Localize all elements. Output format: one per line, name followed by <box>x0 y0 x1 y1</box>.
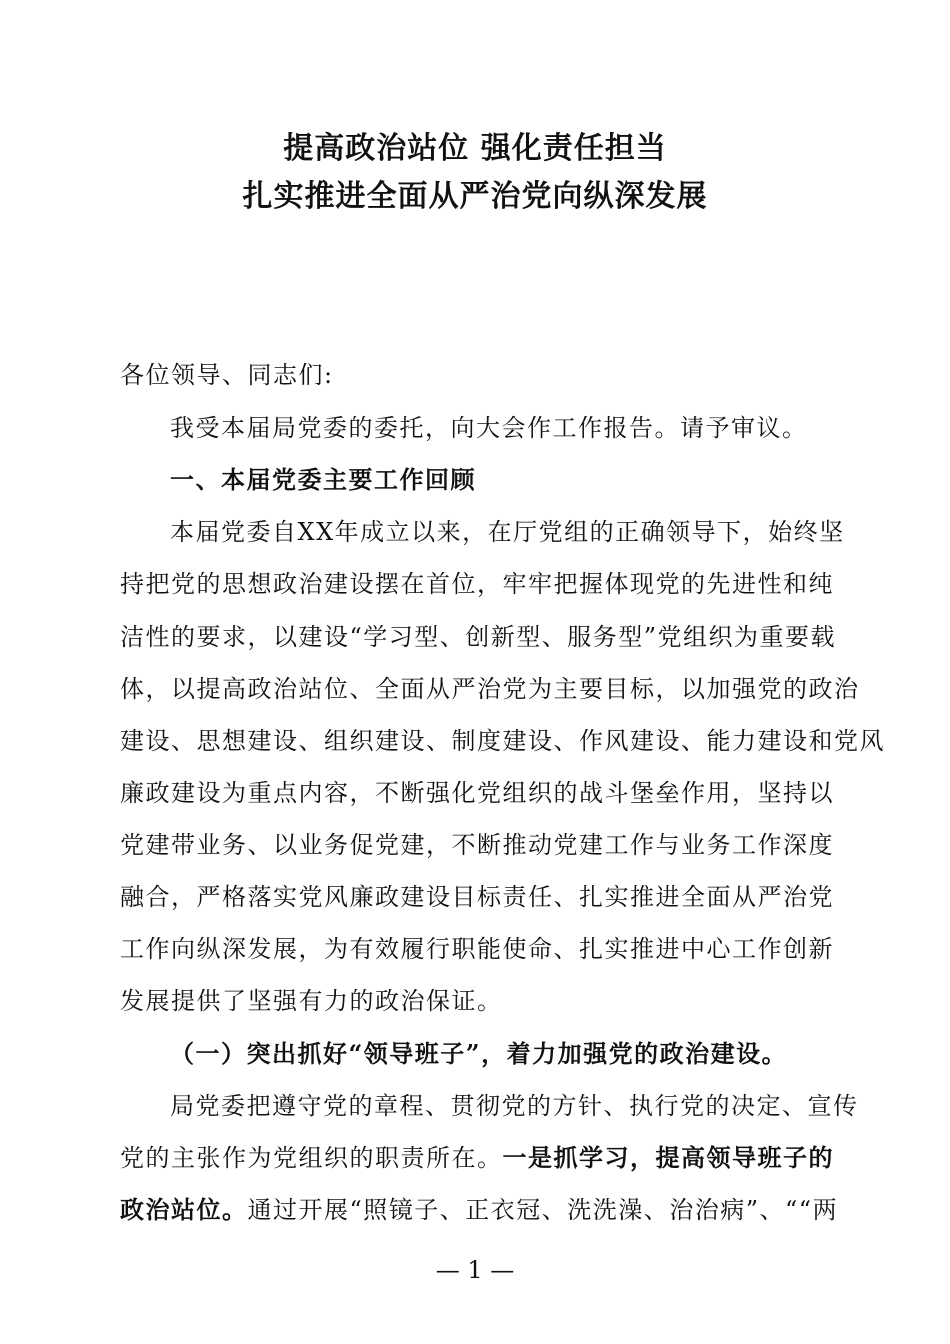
salutation: 各位领导、同志们: <box>120 361 334 389</box>
paragraph-line: 持把党的思想政治建设摆在首位，牢牢把握体现党的先进性和纯 <box>120 570 834 598</box>
emphasis-text: 政治站位。 <box>120 1195 248 1224</box>
paragraph-line: 廉政建设为重点内容，不断强化党组织的战斗堡垒作用，坚持以 <box>120 779 834 807</box>
paragraph-line <box>120 1138 834 1173</box>
paragraph-line <box>120 1190 838 1225</box>
paragraph-text: 党的主张作为党组织的职责所在。 <box>120 1144 503 1172</box>
paragraph-line: 发展提供了坚强有力的政治保证。 <box>120 987 503 1015</box>
paragraph-line: 洁性的要求，以建设“学习型、创新型、服务型”党组织为重要载 <box>120 623 837 651</box>
paragraph-line: 工作向纵深发展，为有效履行职能使命、扎实推进中心工作创新 <box>120 935 834 963</box>
intro-paragraph: 我受本届局党委的委托，向大会作工作报告。请予审议。 <box>170 414 808 442</box>
paragraph-line: 局党委把遵守党的章程、贯彻党的方针、执行党的决定、宣传 <box>170 1092 859 1120</box>
section-heading: 一、本届党委主要工作回顾 <box>170 465 476 494</box>
paragraph-line: 党建带业务、以业务促党建，不断推动党建工作与业务工作深度 <box>120 831 834 859</box>
emphasis-text: 一是抓学习，提高领导班子的 <box>502 1143 834 1172</box>
paragraph-line: 融合，严格落实党风廉政建设目标责任、扎实推进全面从严治党 <box>120 883 834 911</box>
paragraph-text: 通过开展“照镜子、正衣冠、洗洗澡、治治病”、““两 <box>247 1196 839 1224</box>
paragraph-line: 体，以提高政治站位、全面从严治党为主要目标，以加强党的政治 <box>120 675 860 703</box>
paragraph-line: 本届党委自XX年成立以来，在厅党组的正确领导下，始终坚 <box>170 518 845 546</box>
page-number: — 1 — <box>435 1256 515 1284</box>
document-title-line-2: 扎实推进全面从严治党向纵深发展 <box>242 179 708 214</box>
document-title-line-1: 提高政治站位 强化责任担当 <box>283 131 667 166</box>
paragraph-line: 建设、思想建设、组织建设、制度建设、作风建设、能力建设和党风 <box>120 727 885 755</box>
subsection-heading: （一）突出抓好“领导班子”，着力加强党的政治建设。 <box>170 1039 788 1068</box>
